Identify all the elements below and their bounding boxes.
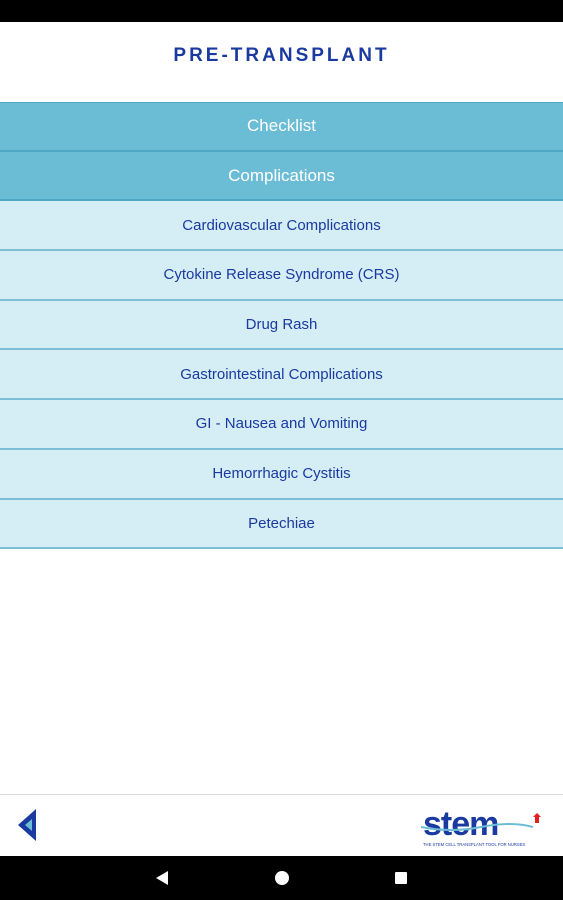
list-item-label: GI - Nausea and Vomiting	[195, 415, 368, 433]
list-item-cardiovascular[interactable]	[0, 201, 563, 251]
list-item-label: Cytokine Release Syndrome (CRS)	[163, 266, 400, 284]
list-item-petechiae[interactable]	[0, 500, 563, 550]
list-item-label: Drug Rash	[245, 316, 318, 334]
list-item-label: Gastrointestinal Complications	[180, 365, 383, 383]
list-item-crs[interactable]	[0, 251, 563, 301]
list-item-drug-rash[interactable]	[0, 301, 563, 351]
nav-recent-button[interactable]	[381, 856, 421, 900]
header	[0, 22, 563, 102]
list-item-hemorrhagic-cystitis[interactable]	[0, 450, 563, 500]
list-item-gi-nausea[interactable]	[0, 400, 563, 450]
back-button[interactable]	[16, 805, 42, 845]
svg-text:THE STEM CELL TRANSPLANT TOOL: THE STEM CELL TRANSPLANT TOOL FOR NURSES	[423, 842, 526, 847]
list-item-label: Petechiae	[248, 514, 315, 532]
status-bar	[0, 0, 563, 22]
nav-back-button[interactable]	[142, 856, 182, 900]
section-label: Complications	[228, 165, 335, 185]
list-item-label: Cardiovascular Complications	[182, 216, 381, 234]
page-title: PRE-TRANSPLANT	[173, 45, 390, 66]
menu-list	[0, 102, 563, 549]
svg-text:stem: stem	[423, 805, 499, 843]
footer	[0, 794, 563, 856]
list-item-gastrointestinal[interactable]	[0, 350, 563, 400]
square-recent-icon	[394, 871, 408, 885]
section-label: Checklist	[247, 116, 316, 136]
android-nav-bar	[0, 856, 563, 900]
section-complications[interactable]	[0, 152, 563, 202]
stem-logo	[421, 805, 545, 851]
circle-home-icon	[274, 870, 290, 886]
back-arrow-icon	[16, 807, 38, 843]
nav-home-button[interactable]	[262, 856, 302, 900]
triangle-back-icon	[155, 870, 169, 886]
list-item-label: Hemorrhagic Cystitis	[212, 465, 351, 483]
section-checklist[interactable]	[0, 102, 563, 152]
